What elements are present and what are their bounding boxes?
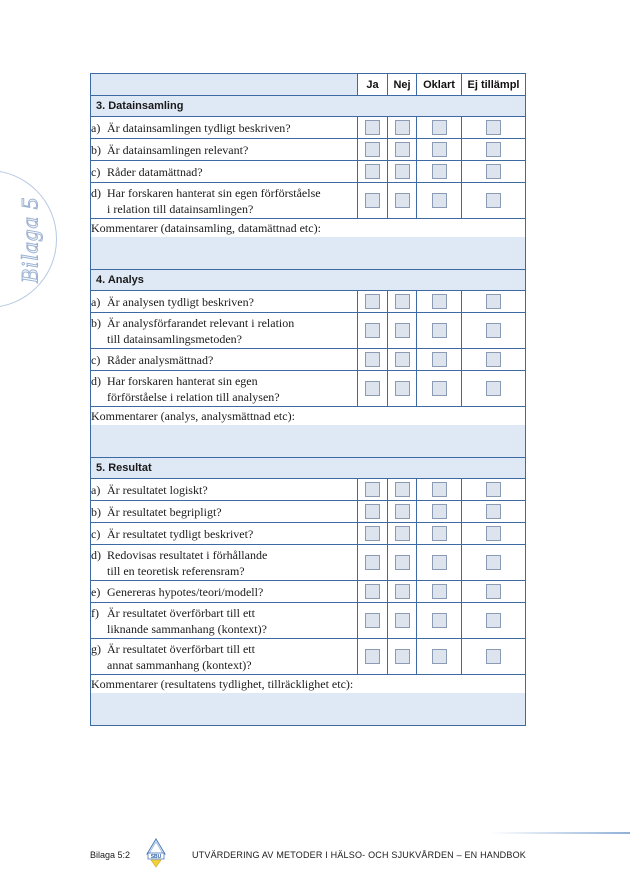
question-letter: b) bbox=[91, 315, 101, 330]
question-text-line: Har forskaren hanterat sin egen bbox=[107, 373, 258, 388]
checkbox-nej[interactable] bbox=[395, 164, 410, 179]
question-text-line: Redovisas resultatet i förhållande bbox=[107, 547, 268, 562]
question-letter: f) bbox=[91, 605, 99, 620]
question-text-line: Har forskaren hanterat sin egen förförståelse bbox=[107, 185, 321, 200]
checkbox-ej-tillampl[interactable] bbox=[486, 649, 501, 664]
section-header-row bbox=[91, 270, 526, 291]
checkbox-cell-nej bbox=[388, 161, 417, 183]
checkbox-cell-ja bbox=[358, 501, 388, 523]
checkbox-ja[interactable] bbox=[365, 649, 380, 664]
question-text-line: Är analysen tydligt beskriven? bbox=[107, 294, 254, 309]
checkbox-ja[interactable] bbox=[365, 613, 380, 628]
checkbox-oklart[interactable] bbox=[432, 649, 447, 664]
checkbox-cell-oklart bbox=[417, 501, 462, 523]
checkbox-cell-ej-tillampl bbox=[462, 603, 526, 639]
checkbox-ja[interactable] bbox=[365, 164, 380, 179]
checkbox-nej[interactable] bbox=[395, 294, 410, 309]
checkbox-nej[interactable] bbox=[395, 352, 410, 367]
question-letter: d) bbox=[91, 373, 101, 388]
checkbox-cell-ja bbox=[358, 545, 388, 581]
question-text bbox=[107, 142, 248, 158]
question-row bbox=[91, 581, 526, 603]
question-cell bbox=[91, 479, 358, 501]
question-row bbox=[91, 313, 526, 349]
question-row bbox=[91, 349, 526, 371]
checkbox-cell-nej bbox=[388, 501, 417, 523]
checkbox-cell-oklart bbox=[417, 161, 462, 183]
question-text-line: Är datainsamlingen relevant? bbox=[107, 142, 249, 157]
checkbox-cell-oklart bbox=[417, 603, 462, 639]
checkbox-cell-oklart bbox=[417, 479, 462, 501]
checkbox-cell-ej-tillampl bbox=[462, 501, 526, 523]
checkbox-cell-ej-tillampl bbox=[462, 117, 526, 139]
checkbox-cell-nej bbox=[388, 291, 417, 313]
question-text-line: liknande sammanhang (kontext)? bbox=[107, 621, 267, 636]
checkbox-nej[interactable] bbox=[395, 555, 410, 570]
section-header-row bbox=[91, 458, 526, 479]
checkbox-ej-tillampl[interactable] bbox=[486, 381, 501, 396]
checkbox-cell-ej-tillampl bbox=[462, 291, 526, 313]
question-text-line: Råder datamättnad? bbox=[107, 164, 203, 179]
comment-field-row bbox=[91, 693, 526, 726]
comment-label: Kommentarer (analys, analysmättnad etc): bbox=[91, 407, 526, 426]
column-header-ej-tillampl: Ej tillämpl bbox=[462, 74, 526, 96]
question-letter: c) bbox=[91, 352, 101, 367]
question-text-line: till en teoretisk referensram? bbox=[107, 563, 245, 578]
checkbox-cell-nej bbox=[388, 117, 417, 139]
section-title: 4. Analys bbox=[91, 270, 526, 291]
checkbox-ja[interactable] bbox=[365, 323, 380, 338]
question-text-line: Är resultatet tydligt beskrivet? bbox=[107, 526, 254, 541]
question-text bbox=[107, 294, 254, 310]
checkbox-ja[interactable] bbox=[365, 526, 380, 541]
checkbox-cell-nej bbox=[388, 603, 417, 639]
checkbox-cell-ej-tillampl bbox=[462, 581, 526, 603]
checkbox-ja[interactable] bbox=[365, 584, 380, 599]
checkbox-ej-tillampl[interactable] bbox=[486, 352, 501, 367]
comment-field-row bbox=[91, 425, 526, 458]
question-text bbox=[107, 526, 253, 542]
checkbox-nej[interactable] bbox=[395, 142, 410, 157]
checkbox-cell-oklart bbox=[417, 117, 462, 139]
checkbox-cell-ej-tillampl bbox=[462, 479, 526, 501]
checkbox-ej-tillampl[interactable] bbox=[486, 294, 501, 309]
checkbox-cell-nej bbox=[388, 313, 417, 349]
checkbox-cell-nej bbox=[388, 371, 417, 407]
checkbox-ej-tillampl[interactable] bbox=[486, 555, 501, 570]
checkbox-oklart[interactable] bbox=[432, 193, 447, 208]
checkbox-oklart[interactable] bbox=[432, 294, 447, 309]
question-text-line: Är resultatet överförbart till ett bbox=[107, 605, 255, 620]
checkbox-cell-ej-tillampl bbox=[462, 371, 526, 407]
question-cell bbox=[91, 523, 358, 545]
checkbox-cell-ja bbox=[358, 581, 388, 603]
question-cell bbox=[91, 349, 358, 371]
question-row bbox=[91, 501, 526, 523]
checkbox-ej-tillampl[interactable] bbox=[486, 482, 501, 497]
checkbox-oklart[interactable] bbox=[432, 381, 447, 396]
svg-text:SBU: SBU bbox=[150, 854, 162, 860]
comment-field[interactable] bbox=[91, 237, 526, 270]
question-letter: a) bbox=[91, 120, 101, 135]
question-text bbox=[107, 584, 263, 600]
question-letter: a) bbox=[91, 482, 101, 497]
comment-label: Kommentarer (datainsamling, datamättnad etc): bbox=[91, 219, 526, 238]
header-blank-cell bbox=[91, 74, 358, 96]
checkbox-cell-oklart bbox=[417, 349, 462, 371]
question-row bbox=[91, 183, 526, 219]
checkbox-cell-ja bbox=[358, 371, 388, 407]
question-letter: c) bbox=[91, 164, 101, 179]
checkbox-ej-tillampl[interactable] bbox=[486, 164, 501, 179]
checkbox-oklart[interactable] bbox=[432, 504, 447, 519]
question-text bbox=[107, 352, 213, 368]
checkbox-nej[interactable] bbox=[395, 120, 410, 135]
question-text bbox=[107, 641, 255, 673]
question-row bbox=[91, 161, 526, 183]
question-cell bbox=[91, 639, 358, 675]
question-cell bbox=[91, 313, 358, 349]
checkbox-nej[interactable] bbox=[395, 323, 410, 338]
checkbox-cell-oklart bbox=[417, 581, 462, 603]
checkbox-oklart[interactable] bbox=[432, 164, 447, 179]
checkbox-cell-ja bbox=[358, 139, 388, 161]
checkbox-cell-ja bbox=[358, 603, 388, 639]
checkbox-nej[interactable] bbox=[395, 193, 410, 208]
section-header-row bbox=[91, 96, 526, 117]
checkbox-cell-nej bbox=[388, 639, 417, 675]
question-letter: c) bbox=[91, 526, 101, 541]
checkbox-cell-nej bbox=[388, 523, 417, 545]
checkbox-oklart[interactable] bbox=[432, 352, 447, 367]
comment-label-row bbox=[91, 219, 526, 238]
checkbox-cell-ej-tillampl bbox=[462, 545, 526, 581]
checkbox-oklart[interactable] bbox=[432, 142, 447, 157]
checkbox-cell-oklart bbox=[417, 371, 462, 407]
question-text-line: i relation till datainsamlingen? bbox=[107, 201, 254, 216]
checkbox-cell-ej-tillampl bbox=[462, 183, 526, 219]
footer-accent-line bbox=[490, 832, 630, 834]
comment-label-row bbox=[91, 675, 526, 694]
question-row bbox=[91, 639, 526, 675]
question-text-line: Är datainsamlingen tydligt beskriven? bbox=[107, 120, 291, 135]
question-cell bbox=[91, 291, 358, 313]
checkbox-cell-ja bbox=[358, 479, 388, 501]
question-row bbox=[91, 371, 526, 407]
question-text bbox=[107, 164, 203, 180]
checkbox-cell-ej-tillampl bbox=[462, 349, 526, 371]
question-cell bbox=[91, 371, 358, 407]
checkbox-cell-oklart bbox=[417, 139, 462, 161]
checkbox-cell-ej-tillampl bbox=[462, 313, 526, 349]
question-text-line: Råder analysmättnad? bbox=[107, 352, 214, 367]
checkbox-cell-oklart bbox=[417, 639, 462, 675]
comment-field[interactable] bbox=[91, 425, 526, 458]
checkbox-cell-nej bbox=[388, 349, 417, 371]
question-letter: b) bbox=[91, 142, 101, 157]
question-row bbox=[91, 291, 526, 313]
question-text-line: annat sammanhang (kontext)? bbox=[107, 657, 252, 672]
question-letter: e) bbox=[91, 584, 101, 599]
question-text-line: till datainsamlingsmetoden? bbox=[107, 331, 242, 346]
checkbox-cell-ja bbox=[358, 313, 388, 349]
checkbox-cell-ja bbox=[358, 117, 388, 139]
checkbox-ja[interactable] bbox=[365, 381, 380, 396]
question-letter: d) bbox=[91, 185, 101, 200]
footer-book-title: UTVÄRDERING AV METODER I HÄLSO- OCH SJUKVÅRDEN – EN HANDBOK bbox=[191, 850, 526, 860]
checkbox-ej-tillampl[interactable] bbox=[486, 584, 501, 599]
checkbox-oklart[interactable] bbox=[432, 323, 447, 338]
question-text bbox=[107, 504, 222, 520]
checkbox-cell-oklart bbox=[417, 313, 462, 349]
question-cell bbox=[91, 139, 358, 161]
checkbox-nej[interactable] bbox=[395, 584, 410, 599]
checkbox-nej[interactable] bbox=[395, 649, 410, 664]
checkbox-oklart[interactable] bbox=[432, 120, 447, 135]
checkbox-oklart[interactable] bbox=[432, 526, 447, 541]
checkbox-cell-nej bbox=[388, 183, 417, 219]
checkbox-cell-nej bbox=[388, 139, 417, 161]
question-text bbox=[107, 373, 280, 405]
checkbox-nej[interactable] bbox=[395, 613, 410, 628]
checkbox-cell-ej-tillampl bbox=[462, 139, 526, 161]
question-cell bbox=[91, 581, 358, 603]
checkbox-ej-tillampl[interactable] bbox=[486, 526, 501, 541]
comment-field-row bbox=[91, 237, 526, 270]
question-row bbox=[91, 479, 526, 501]
column-header-oklart: Oklart bbox=[417, 74, 462, 96]
question-text-line: Är analysförfarandet relevant i relation bbox=[107, 315, 295, 330]
question-text-line: Är resultatet överförbart till ett bbox=[107, 641, 255, 656]
checkbox-cell-nej bbox=[388, 581, 417, 603]
comment-field[interactable] bbox=[91, 693, 526, 726]
question-text bbox=[107, 315, 294, 347]
appendix-side-label: Bilaga 5 bbox=[17, 196, 42, 284]
checkbox-nej[interactable] bbox=[395, 482, 410, 497]
question-letter: d) bbox=[91, 547, 101, 562]
checkbox-ej-tillampl[interactable] bbox=[486, 504, 501, 519]
section-title: 5. Resultat bbox=[91, 458, 526, 479]
checkbox-ja[interactable] bbox=[365, 294, 380, 309]
question-letter: b) bbox=[91, 504, 101, 519]
question-text-line: Är resultatet begripligt? bbox=[107, 504, 222, 519]
question-text bbox=[107, 605, 267, 637]
question-text bbox=[107, 185, 321, 217]
checkbox-ja[interactable] bbox=[365, 120, 380, 135]
question-cell bbox=[91, 545, 358, 581]
sbu-logo-icon bbox=[146, 838, 166, 868]
question-cell bbox=[91, 117, 358, 139]
question-text-line: Är resultatet logiskt? bbox=[107, 482, 208, 497]
checkbox-ej-tillampl[interactable] bbox=[486, 142, 501, 157]
comment-label-row bbox=[91, 407, 526, 426]
column-header-nej: Nej bbox=[388, 74, 417, 96]
question-row bbox=[91, 523, 526, 545]
question-text bbox=[107, 120, 291, 136]
checkbox-ja[interactable] bbox=[365, 352, 380, 367]
question-text-line: förförståelse i relation till analysen? bbox=[107, 389, 280, 404]
checkbox-nej[interactable] bbox=[395, 381, 410, 396]
checkbox-ej-tillampl[interactable] bbox=[486, 323, 501, 338]
checkbox-cell-ja bbox=[358, 183, 388, 219]
checkbox-oklart[interactable] bbox=[432, 482, 447, 497]
checkbox-cell-ja bbox=[358, 291, 388, 313]
checkbox-cell-ej-tillampl bbox=[462, 523, 526, 545]
assessment-checklist-table bbox=[90, 73, 526, 726]
checkbox-ej-tillampl[interactable] bbox=[486, 120, 501, 135]
question-text bbox=[107, 547, 267, 579]
question-cell bbox=[91, 183, 358, 219]
checkbox-ja[interactable] bbox=[365, 482, 380, 497]
checkbox-cell-ej-tillampl bbox=[462, 161, 526, 183]
checkbox-ja[interactable] bbox=[365, 555, 380, 570]
question-row bbox=[91, 117, 526, 139]
checkbox-ja[interactable] bbox=[365, 193, 380, 208]
question-cell bbox=[91, 603, 358, 639]
checkbox-oklart[interactable] bbox=[432, 555, 447, 570]
question-cell bbox=[91, 161, 358, 183]
checkbox-cell-ja bbox=[358, 161, 388, 183]
checkbox-ja[interactable] bbox=[365, 142, 380, 157]
checkbox-cell-nej bbox=[388, 545, 417, 581]
checkbox-cell-ja bbox=[358, 523, 388, 545]
checkbox-cell-ja bbox=[358, 349, 388, 371]
checkbox-ej-tillampl[interactable] bbox=[486, 613, 501, 628]
question-text-line: Genereras hypotes/teori/modell? bbox=[107, 584, 264, 599]
checkbox-ej-tillampl[interactable] bbox=[486, 193, 501, 208]
checkbox-nej[interactable] bbox=[395, 504, 410, 519]
checkbox-cell-nej bbox=[388, 479, 417, 501]
checkbox-cell-ej-tillampl bbox=[462, 639, 526, 675]
footer-page-number: Bilaga 5:2 bbox=[90, 850, 131, 860]
question-text bbox=[107, 482, 208, 498]
checkbox-oklart[interactable] bbox=[432, 613, 447, 628]
checkbox-cell-oklart bbox=[417, 523, 462, 545]
page-footer bbox=[90, 846, 526, 866]
checkbox-cell-oklart bbox=[417, 545, 462, 581]
question-row bbox=[91, 603, 526, 639]
checkbox-cell-oklart bbox=[417, 183, 462, 219]
checkbox-cell-ja bbox=[358, 639, 388, 675]
checkbox-cell-oklart bbox=[417, 291, 462, 313]
header-row bbox=[91, 74, 526, 96]
column-header-ja: Ja bbox=[358, 74, 388, 96]
question-row bbox=[91, 139, 526, 161]
section-title: 3. Datainsamling bbox=[91, 96, 526, 117]
checkbox-ja[interactable] bbox=[365, 504, 380, 519]
checkbox-oklart[interactable] bbox=[432, 584, 447, 599]
checkbox-nej[interactable] bbox=[395, 526, 410, 541]
comment-label: Kommentarer (resultatens tydlighet, tillräcklighet etc): bbox=[91, 675, 526, 694]
question-cell bbox=[91, 501, 358, 523]
question-letter: g) bbox=[91, 641, 101, 656]
question-letter: a) bbox=[91, 294, 101, 309]
question-row bbox=[91, 545, 526, 581]
